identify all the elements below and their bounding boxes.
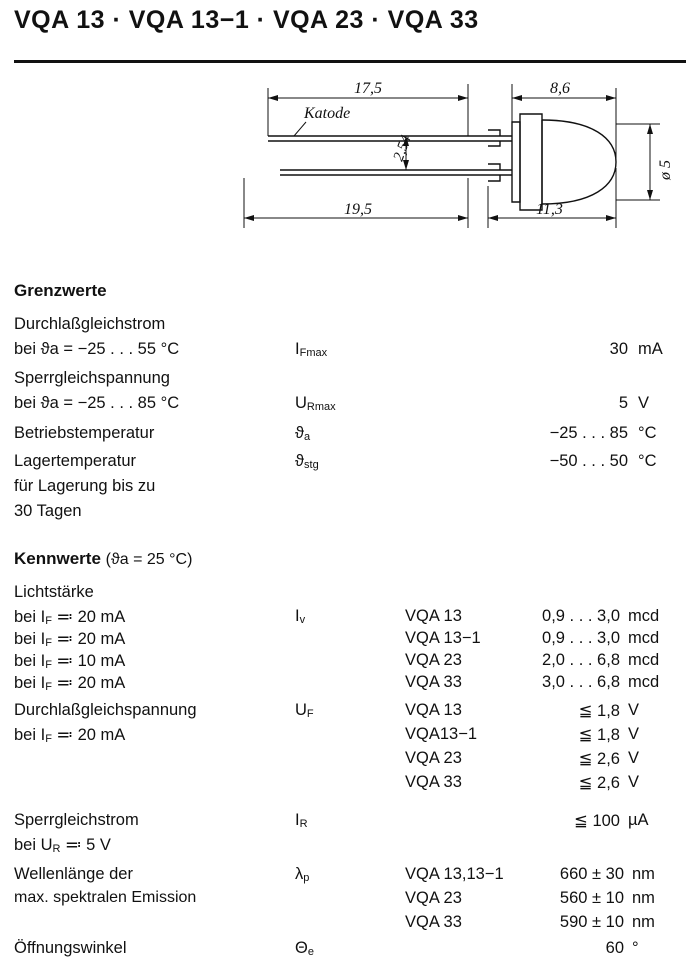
- char-symbol-wellenlaenge: $\lambda_p$: [295, 865, 310, 884]
- char-value-wellenlaenge-2: 560 ± 10: [559, 889, 624, 907]
- char-unit-lichtstaerke-4: mcd: [628, 673, 660, 691]
- char-type-lichtstaerke-2: VQA 13−1: [405, 629, 481, 647]
- char-symbol-lichtstaerke: $I_v$: [295, 607, 306, 626]
- char-unit-wellenlaenge-3: nm: [632, 913, 655, 931]
- char-type-durchlassspannung-3: VQA 23: [405, 749, 462, 767]
- char-value-durchlassspannung-2: ≦ 1,8: [578, 726, 620, 744]
- char-type-wellenlaenge-1: VQA 13,13−1: [405, 865, 504, 883]
- limit-param-4-line2: für Lagerung bis zu: [14, 477, 156, 495]
- limit-symbol-4: $ϑ_{stg}$: [295, 452, 319, 471]
- char-cond-lichtstaerke-4: bei $I_F$ ≕ 20 mA: [14, 674, 126, 693]
- char-type-lichtstaerke-4: VQA 33: [405, 673, 462, 691]
- char-symbol-sperrstrom: $I_R$: [295, 811, 308, 830]
- char-param-sperrstrom: Sperrgleichstrom: [14, 811, 139, 829]
- limit-value-3: −25 . . . 85: [549, 424, 628, 442]
- dim-pitch-label: 2,54: [390, 133, 415, 164]
- char-unit-durchlassspannung-4: V: [628, 773, 640, 791]
- limit-param-3-line1: Betriebstemperatur: [14, 424, 155, 442]
- limit-value-4: −50 . . . 50: [549, 452, 628, 470]
- char-value-durchlassspannung-3: ≦ 2,6: [578, 750, 620, 768]
- limit-symbol-2: $U_{Rmax}$: [295, 394, 336, 413]
- limit-value-1: 30: [609, 340, 628, 358]
- char-unit-oeffnungswinkel: °: [632, 939, 639, 957]
- led-outline-drawing: [220, 78, 690, 258]
- char-type-lichtstaerke-1: VQA 13: [405, 607, 462, 625]
- dim-top-right-label: 8,6: [550, 80, 570, 97]
- title-divider: [14, 60, 686, 63]
- char-unit-wellenlaenge-1: nm: [632, 865, 655, 883]
- limit-unit-3: °C: [638, 424, 657, 442]
- char-value-wellenlaenge-1: 660 ± 30: [559, 865, 624, 883]
- char-type-durchlassspannung-2: VQA13−1: [405, 725, 478, 743]
- section-heading-characteristics: [14, 549, 192, 569]
- char-value-lichtstaerke-4: 3,0 . . . 6,8: [542, 673, 620, 691]
- char-value-wellenlaenge-3: 590 ± 10: [559, 913, 624, 931]
- char-unit-durchlassspannung-1: V: [628, 701, 640, 719]
- char-param-lichtstaerke: Lichtstärke: [14, 583, 94, 601]
- char-type-lichtstaerke-3: VQA 23: [405, 651, 462, 669]
- char-unit-sperrstrom: µA: [628, 811, 649, 829]
- limit-param-1-line1: Durchlaßgleichstrom: [14, 315, 166, 333]
- char-param-wellenlaenge: Wellenlänge der: [14, 865, 133, 883]
- limit-symbol-3: $ϑ_a$: [295, 424, 311, 443]
- dim-top-left-label: 17,5: [354, 80, 382, 97]
- limit-unit-4: °C: [638, 452, 657, 470]
- limit-param-4-line1: Lagertemperatur: [14, 452, 136, 470]
- char-symbol-oeffnungswinkel: $\Theta_e$: [295, 939, 314, 958]
- characteristics-condition: (ϑa = 25 °C): [105, 551, 193, 568]
- char-cond-wellenlaenge: max. spektralen Emission: [14, 889, 197, 906]
- limit-param-2-line1: Sperrgleichspannung: [14, 369, 170, 387]
- char-type-durchlassspannung-4: VQA 33: [405, 773, 462, 791]
- char-type-durchlassspannung-1: VQA 13: [405, 701, 462, 719]
- limit-param-2-line2: bei ϑa = −25 . . . 85 °C: [14, 394, 180, 412]
- char-param-oeffnungswinkel: Öffnungswinkel: [14, 939, 127, 957]
- char-cond-lichtstaerke-1: bei $I_F$ ≕ 20 mA: [14, 608, 126, 627]
- limit-unit-1: mA: [638, 340, 663, 358]
- char-value-lichtstaerke-3: 2,0 . . . 6,8: [542, 651, 620, 669]
- limit-value-2: 5: [618, 394, 628, 412]
- char-value-sperrstrom: ≦ 100: [574, 812, 620, 830]
- char-unit-lichtstaerke-3: mcd: [628, 651, 660, 669]
- char-type-wellenlaenge-3: VQA 33: [405, 913, 462, 931]
- dim-bottom-left-label: 19,5: [344, 201, 372, 218]
- dim-diameter-label: ø 5: [657, 160, 674, 180]
- section-heading-limits: Grenzwerte: [14, 281, 107, 300]
- char-unit-lichtstaerke-1: mcd: [628, 607, 660, 625]
- limit-param-4-line3: 30 Tagen: [14, 502, 82, 520]
- page-title: VQA 13 · VQA 13−1 · VQA 23 · VQA 33: [14, 6, 479, 34]
- char-value-lichtstaerke-2: 0,9 . . . 3,0: [542, 629, 620, 647]
- char-value-oeffnungswinkel: 60: [605, 939, 624, 957]
- char-unit-durchlassspannung-2: V: [628, 725, 640, 743]
- char-cond-lichtstaerke-3: bei $I_F$ ≕ 10 mA: [14, 652, 126, 671]
- char-value-durchlassspannung-4: ≦ 2,6: [578, 774, 620, 792]
- limit-unit-2: V: [638, 394, 650, 412]
- char-value-durchlassspannung-1: ≦ 1,8: [578, 702, 620, 720]
- dim-bottom-right-label: 11,3: [536, 201, 563, 218]
- char-param-durchlassspannung: Durchlaßgleichspannung: [14, 701, 197, 719]
- characteristics-heading-text: Kennwerte: [14, 549, 101, 568]
- char-cond-lichtstaerke-2: bei $I_F$ ≕ 20 mA: [14, 630, 126, 649]
- char-cond-durchlassspannung: bei $I_F$ ≕ 20 mA: [14, 726, 126, 745]
- limit-param-1-line2: bei ϑa = −25 . . . 55 °C: [14, 340, 180, 358]
- char-unit-lichtstaerke-2: mcd: [628, 629, 660, 647]
- cathode-label: Katode: [304, 105, 351, 122]
- char-symbol-durchlassspannung: $U_F$: [295, 701, 314, 720]
- char-unit-durchlassspannung-3: V: [628, 749, 640, 767]
- char-value-lichtstaerke-1: 0,9 . . . 3,0: [542, 607, 620, 625]
- char-unit-wellenlaenge-2: nm: [632, 889, 655, 907]
- char-cond-sperrstrom: bei $U_R$ ≕ 5 V: [14, 836, 111, 855]
- limit-symbol-1: $I_{Fmax}$: [295, 340, 328, 359]
- char-type-wellenlaenge-2: VQA 23: [405, 889, 462, 907]
